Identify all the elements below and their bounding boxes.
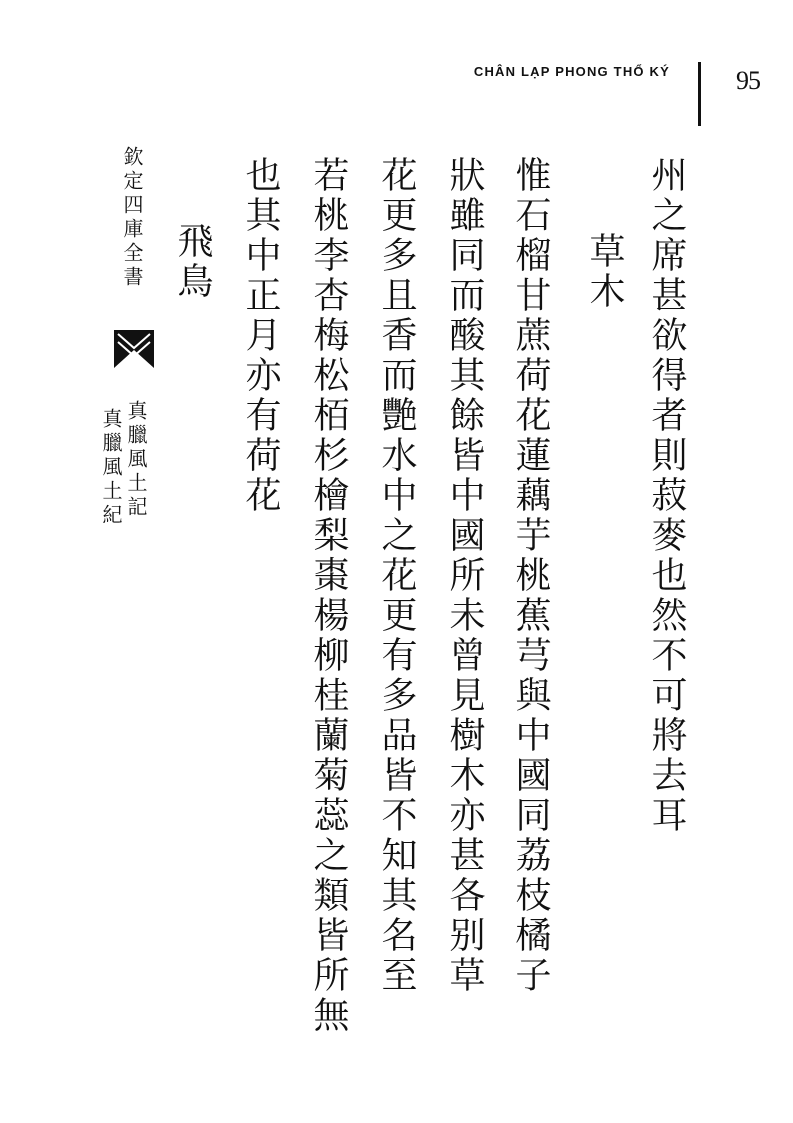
- text-column-3: 惟石榴甘蔗荷花蓮藕芋桃蕉芎與中國同荔枝橘子: [510, 156, 551, 996]
- margin-collection-title: 欽定四庫全書: [120, 146, 144, 290]
- section-heading-plants: 草木: [584, 232, 625, 312]
- running-header: CHÂN LẠP PHONG THỔ KÝ: [473, 64, 670, 79]
- text-column-4: 狀雖同而酸其餘皆中國所未曾見樹木亦甚各别草: [444, 156, 485, 996]
- margin-book-title-1: 真臘風土記: [124, 400, 148, 520]
- text-column-5: 花更多且香而艷水中之花更有多品皆不知其名至: [376, 156, 417, 996]
- header-divider: [698, 62, 701, 126]
- text-column-6: 若桃李杏梅松栢杉檜梨棗楊柳桂蘭菊蕊之類皆所無: [308, 156, 349, 1036]
- fishtail-emblem-icon: [114, 328, 154, 370]
- text-column-1: 州之席甚欲得者則菽麥也然不可將去耳: [646, 156, 687, 836]
- margin-book-title-2: 真臘風土紀: [99, 408, 123, 528]
- section-heading-birds: 飛鳥: [172, 222, 213, 302]
- text-column-7: 也其中正月亦有荷花: [240, 156, 281, 516]
- page-number: 95: [736, 66, 760, 95]
